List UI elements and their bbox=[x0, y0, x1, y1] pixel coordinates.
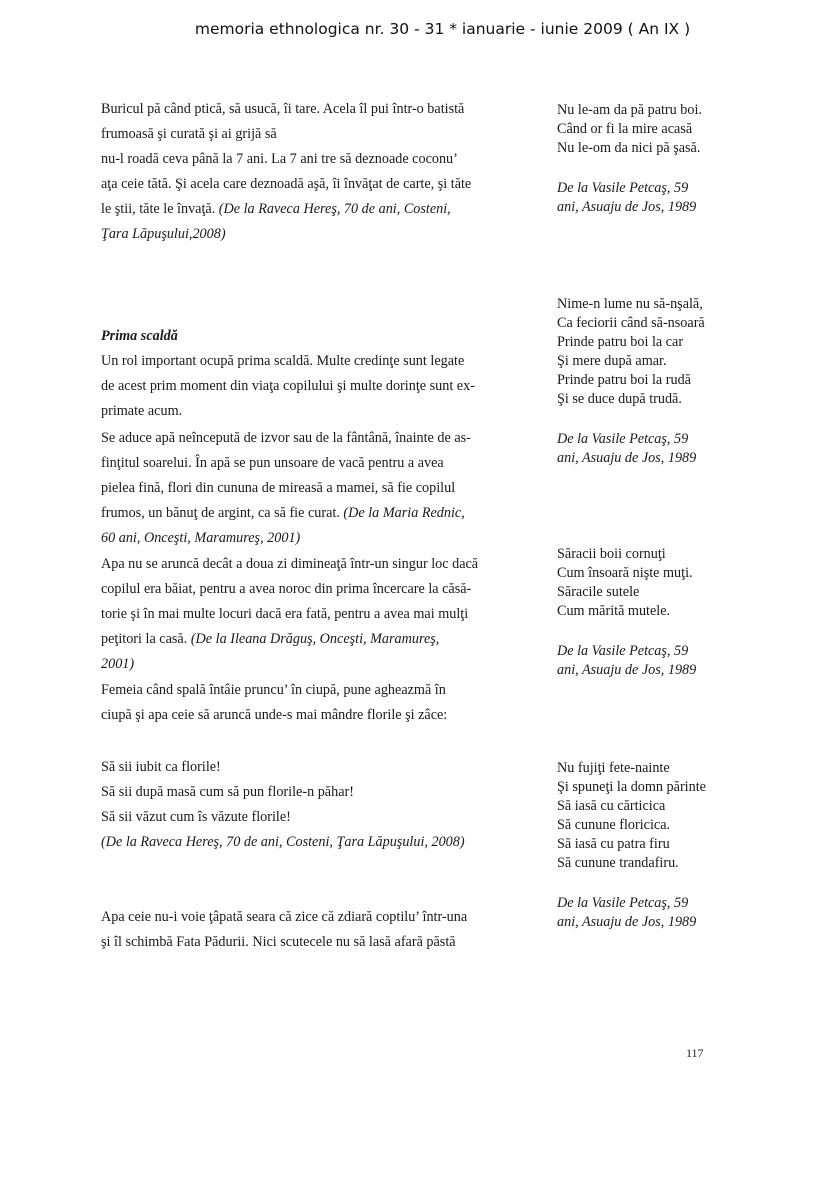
poem-line: Cum însoară nişte muţi. bbox=[557, 565, 693, 581]
source-citation: Ţara Lăpuşului,2008) bbox=[101, 226, 226, 242]
poem-source: ani, Asuaju de Jos, 1989 bbox=[557, 662, 697, 678]
poem-line: Prinde patru boi la car bbox=[557, 334, 684, 350]
poem-source: ani, Asuaju de Jos, 1989 bbox=[557, 450, 697, 466]
poem-line: Să cunune floricica. bbox=[557, 817, 671, 833]
source-citation: (De la Raveca Hereş, 70 de ani, Costeni, bbox=[218, 201, 451, 217]
poem-line: Cum mărită mutele. bbox=[557, 603, 671, 619]
section-title: Prima scaldă bbox=[101, 328, 178, 344]
poem-line: Şi spuneţi la domn părinte bbox=[557, 779, 706, 795]
poem-source: De la Vasile Petcaş, 59 bbox=[557, 431, 689, 447]
text-line: torie şi în mai multe locuri dacă era fată, pentru a avea mai mulţi bbox=[101, 606, 469, 622]
text: le ştii, tăte le învaţă. bbox=[101, 201, 219, 217]
poem-line: Ca feciorii când să-nsoară bbox=[557, 315, 705, 331]
poem-line: Nu le-am da pă patru boi. bbox=[557, 102, 702, 118]
text-line: pielea fină, flori din cununa de mireasă a mamei, să fie copilul bbox=[101, 480, 456, 496]
text-line bbox=[101, 631, 439, 647]
text-line: aţa ceie tătă. Şi acela care deznoadă aşă, îi învăţat de carte, şi tăte bbox=[101, 176, 472, 192]
source-citation: (De la Raveca Hereş, 70 de ani, Costeni, Ţara Lăpuşului, 2008) bbox=[101, 834, 465, 850]
running-header: memoria ethnologica nr. 30 - 31 * ianuarie - iunie 2009 ( An IX ) bbox=[194, 20, 691, 38]
poem-line: Nu le-om da nici pă şasă. bbox=[557, 140, 701, 156]
text-line: ciupă şi apa ceie să aruncă unde-s mai mândre florile şi zâce: bbox=[101, 707, 448, 723]
page-number: 117 bbox=[686, 1046, 704, 1060]
poem-line: Săracile sutele bbox=[557, 584, 640, 600]
poem-source: De la Vasile Petcaş, 59 bbox=[557, 643, 689, 659]
source-citation: 60 ani, Onceşti, Maramureş, 2001) bbox=[101, 530, 301, 546]
text-line: copilul era băiat, pentru a avea noroc din prima încercare la căsă- bbox=[101, 581, 472, 597]
text-line: Un rol important ocupă prima scaldă. Multe credinţe sunt legate bbox=[101, 353, 465, 369]
text-line: finţitul soarelui. În apă se pun unsoare de vacă pentru a avea bbox=[101, 455, 444, 471]
text: peţitori la casă. bbox=[101, 631, 191, 647]
poem-source: De la Vasile Petcaş, 59 bbox=[557, 180, 689, 196]
poem-line: Nime-n lume nu să-nşală, bbox=[557, 296, 703, 312]
poem-line: Şi se duce după trudă. bbox=[557, 391, 682, 407]
text: frumos, un bănuţ de argint, ca să fie curat. bbox=[101, 505, 344, 521]
poem-line: Prinde patru boi la rudă bbox=[557, 372, 691, 388]
source-citation: (De la Maria Rednic, bbox=[343, 505, 465, 521]
text-line: primate acum. bbox=[101, 403, 183, 419]
text-line bbox=[101, 201, 451, 217]
text-line: Apa ceie nu-i voie ţâpată seara că zice că zdiară coptilu’ într-una bbox=[101, 909, 468, 925]
poem-line: Să cunune trandafiru. bbox=[557, 855, 679, 871]
text-line: şi îl schimbă Fata Pădurii. Nici scutecele nu să lasă afară păstă bbox=[101, 934, 456, 950]
poem-line: Săracii boii cornuţi bbox=[557, 546, 666, 562]
poem-line: Când or fi la mire acasă bbox=[557, 121, 693, 137]
poem-source: De la Vasile Petcaş, 59 bbox=[557, 895, 689, 911]
verse-line: Să sii după masă cum să pun florile-n păhar! bbox=[101, 784, 354, 800]
text-line: de acest prim moment din viaţa copilului şi multe dorinţe sunt ex- bbox=[101, 378, 475, 394]
poem-line: Nu fujiţi fete-nainte bbox=[557, 760, 670, 776]
text-line: Femeia când spală întâie pruncu’ în ciupă, pune agheazmă în bbox=[101, 682, 446, 698]
text-line bbox=[101, 505, 465, 521]
poem-line: Şi mere după amar. bbox=[557, 353, 667, 369]
text-line: Apa nu se aruncă decât a doua zi dimineaţă într-un singur loc dacă bbox=[101, 556, 479, 572]
text-line: Buricul pă când ptică, să usucă, îi tare. Acela îl pui într-o batistă bbox=[101, 101, 465, 117]
text-line: Se aduce apă neîncepută de izvor sau de la fântână, înainte de as- bbox=[101, 430, 471, 446]
verse-line: Să sii văzut cum îs văzute florile! bbox=[101, 809, 291, 825]
poem-line: Să iasă cu cărticica bbox=[557, 798, 666, 814]
source-citation: (De la Ileana Drăguş, Onceşti, Maramureş, bbox=[190, 631, 440, 647]
poem-source: ani, Asuaju de Jos, 1989 bbox=[557, 199, 697, 215]
text-line: nu-l roadă ceva până la 7 ani. La 7 ani tre să deznoade coconu’ bbox=[101, 151, 458, 167]
poem-source: ani, Asuaju de Jos, 1989 bbox=[557, 914, 697, 930]
source-citation: 2001) bbox=[101, 656, 135, 672]
verse-line: Să sii iubit ca florile! bbox=[101, 759, 221, 775]
poem-line: Să iasă cu patra firu bbox=[557, 836, 670, 852]
text-line: frumoasă şi curată şi ai grijă să bbox=[101, 126, 277, 142]
